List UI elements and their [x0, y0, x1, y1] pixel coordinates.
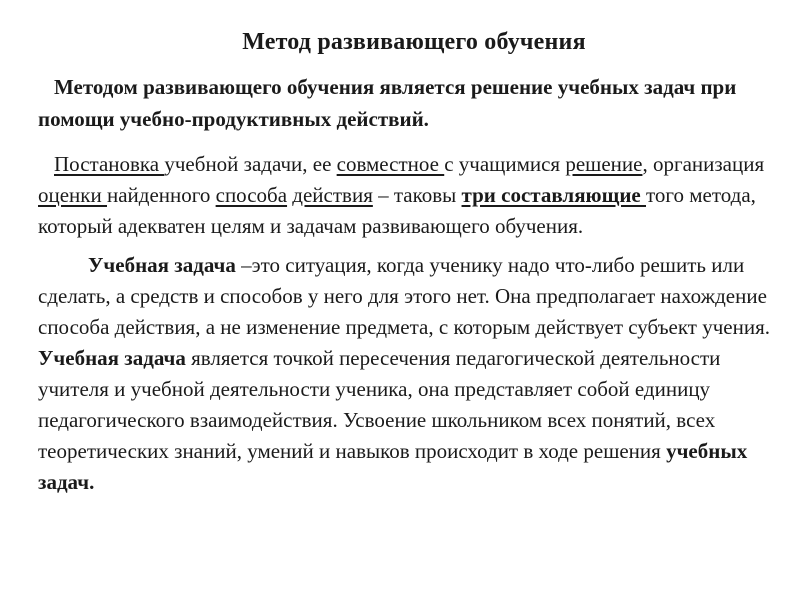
underlined-term-reshenie: решение — [565, 152, 643, 176]
learning-task-paragraph — [38, 250, 790, 498]
underlined-bold-three-components: три составляющие — [461, 183, 646, 207]
text-segment: является точкой пересечения педагогической деятельности учителя и учебной деятельности ученика, она представляет собой единицу педагогического взаимодействия. Усвоение школьником всех понятий, всех теоретических знаний, умений и навыков происходит в ходе решения — [38, 346, 721, 463]
text-segment: , организация — [642, 152, 765, 176]
text-segment: –это ситуация, когда ученику надо что-либо решить или сделать, а средств и способов у него для этого нет. Она предполагает нахождение способа действия, а не изменение предмета, с которым действует субъект учения. — [38, 253, 770, 339]
underlined-term-deystviya: действия — [292, 183, 373, 207]
underlined-term-sposoba: способа — [215, 183, 288, 207]
text-segment: учебной задачи, ее — [164, 152, 337, 176]
bold-term-learning-tasks: учебных задач. — [38, 439, 748, 494]
underlined-term-postanovka: Постановка — [54, 152, 165, 176]
components-paragraph — [38, 149, 790, 242]
underlined-term-sovmestnoe: совместное — [336, 152, 445, 176]
bold-term-learning-task: Учебная задача — [88, 253, 236, 277]
text-segment: того метода, который адекватен целям и задачам развивающего обучения. — [38, 183, 756, 238]
definition-paragraph: Методом развивающего обучения является решение учебных задач при помощи учебно-продуктивных действий. — [38, 75, 737, 131]
slide-title: Метод развивающего обучения — [242, 29, 586, 55]
text-segment: с учащимися — [444, 152, 566, 176]
text-segment: найденного — [107, 183, 216, 207]
bold-term-learning-task-2: Учебная задача — [38, 346, 186, 370]
text-segment: – таковы — [372, 183, 462, 207]
underlined-term-otsenki: оценки — [38, 183, 107, 207]
